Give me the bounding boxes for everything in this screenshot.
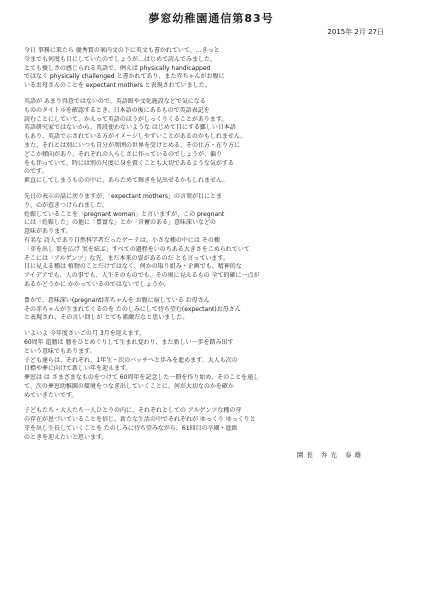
text-line: 夢窓は は さまざまなものをつけて 60周年を記念した一冊を作り始め、そのことを通し xyxy=(24,374,260,382)
text-line: 「芽を出し 葉を広げ 実を結ぶ」すべての過程をいのちある大きさをこめられていて xyxy=(24,245,250,253)
newsletter-title: 夢窓幼稚園通信第83号 xyxy=(148,12,274,25)
text-line: 目標や夢に向けて新しい年を迎えます。 xyxy=(24,365,132,373)
text-line: のときを迎えたいと思います。 xyxy=(24,433,108,441)
text-line: いよいよ 今年度さいごの月 3月を迎えます。 xyxy=(24,330,146,338)
text-line: 60周年 還暦は 暦をひとめぐりして生まれ変わり、また新しい一歩を踏み出す xyxy=(24,338,234,346)
text-line: めていきたいです。 xyxy=(24,391,78,399)
text-line: その赤ちゃんが生まれてくるのを たのしみにして待ち望む(expectant)お母さん xyxy=(24,305,241,313)
text-line: 有名な 詩人であり自然科学者だったゲーテは、小さな種の中には その種 xyxy=(24,236,220,244)
text-line: ではなく physically challenged と書かれてあり、また赤ちゃんがお腹に xyxy=(24,73,225,81)
text-line: 素直にしてしまうものの中に、あらためて輝きを見出せるかもしれません。 xyxy=(24,177,229,185)
principal-signature: 園長 弁光 泰雄 xyxy=(296,450,364,459)
text-line: そこには「アルゲンツ」な先、まだ本来の姿があるのだ とも言っています。 xyxy=(24,254,229,262)
text-line: をも伴っていて、時には別の尺度に身を置くことも大切であるような気がする xyxy=(24,159,234,167)
text-line: 芽を出し生長していくことを たのしみに待ち望みながら、61回目の卒園・進級 xyxy=(24,425,238,433)
paragraph xyxy=(24,47,398,91)
text-line: て、次の夢窓幼稚園の環境をつなぎ出していくことに、何が大切なのかを確か xyxy=(24,382,234,390)
text-line: 豊かで、意味深い(pregnant)赤ちゃんを お腹に宿している お母さん xyxy=(24,296,210,304)
text-line: 英語研究家ではないから、普段使わないような はじめて目にする難しい日本語 xyxy=(24,124,236,132)
text-line: の存在が息づいていることを信じ、新たな生活の中でそれぞれが ゆっくり ゆっくりと xyxy=(24,416,256,424)
paragraph xyxy=(24,407,398,442)
text-line: という意味でもあります。 xyxy=(24,347,96,355)
paragraph xyxy=(24,330,398,400)
text-line: もあり、英語で示されている方がイメージしやすいことがあるのかもしれません。 xyxy=(24,133,247,141)
text-line: とても優しさの感じられる英語で、例えば physically handicapped xyxy=(24,64,211,72)
paragraph xyxy=(24,98,398,186)
text-line: アイデアでも、人の事でも、人生そのものでも、その奥に見えるもの 全て的確に一点が xyxy=(24,272,260,280)
text-line: 子どもたち・大人たち一人ひとりの内に、それぞれとしての アルゲンツな種の芽 xyxy=(24,407,242,415)
text-line: 先日の表示の話に戻りますが、「expectant mothers」の言葉が目にとま xyxy=(24,192,222,200)
text-line: いるお母さんのことを expectant mothers と表現されていました。 xyxy=(24,82,211,90)
text-line: と表現され、その言い回しが とても素敵だなと思いました。 xyxy=(24,314,189,322)
newsletter-body xyxy=(24,47,398,443)
text-line: どこか傾向があり、それぞれの人らしさに作っているのでしょうが、偏り xyxy=(24,150,223,158)
text-line: あるかどうかに かかっているのではないでしょうか。 xyxy=(24,280,170,288)
newsletter-date: 2015年 2月 27日 xyxy=(327,28,384,36)
text-line: 今までも何度も目にしていたのでしょうが…はじめて読んでみました。 xyxy=(24,55,217,63)
text-line: 意味があります。 xyxy=(24,228,72,236)
text-line: 読むことにしていて、かえって英語のほうがしっくりくることがあります。 xyxy=(24,115,228,123)
text-line: り、心が惹きつけられました。 xyxy=(24,201,109,209)
text-line: のです。 xyxy=(24,168,48,176)
text-line: には「妊娠した」の他に「豊富な」とか「含蓄のある」意味深いなどの xyxy=(24,219,217,227)
text-line: 妊娠していることを「pregnant woman」と言いますが、この pregnant xyxy=(24,210,225,218)
paragraph xyxy=(24,297,398,323)
text-line: もののタイトルを確認するとき、日本語の後にあるもので英語表記を xyxy=(24,106,210,114)
text-line: また、それとは別にいつも自分が周囲の世界を受けとめる、その仕方・在り方に xyxy=(24,141,241,149)
paragraph xyxy=(24,193,398,290)
text-line: 英語が あまり得意ではないので、英語館や文化施設などで気になる xyxy=(24,97,206,105)
text-line: 目に見える種は 植物のことだけではなく、何かの取り組み・企画でも、精神的な xyxy=(24,263,242,271)
text-line: 今日 事務に来たら 優秀賞の案内文の下に英文も書かれていて、…きっと xyxy=(24,47,220,54)
text-line: 子ども達らは、それぞれ、1年生・次のバッチへと歩みを進めます。大人も次の xyxy=(24,356,238,364)
